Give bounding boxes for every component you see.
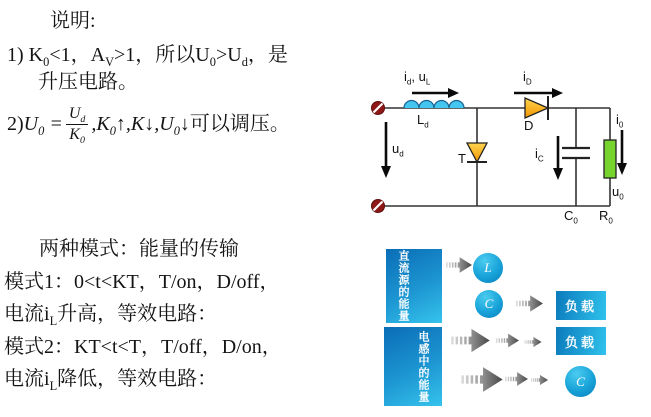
- mode2-line2: 电流$i_L$降低，等效电路：: [4, 368, 218, 393]
- resistor-label: $R_0$: [599, 208, 613, 226]
- capacitor-label: $C_0$: [564, 208, 578, 226]
- item1-number: 1): [7, 44, 29, 66]
- formula-lhs: $U_0$ =: [23, 112, 63, 138]
- output-current-label: $i_0$: [616, 112, 624, 130]
- capacitor-current-label: $i_C$: [535, 146, 544, 164]
- fraction-numerator: $U_d$: [66, 105, 89, 124]
- resistor-icon: [604, 140, 616, 178]
- load-label-1: 负载: [564, 299, 597, 314]
- capacitor-node-circle-2: [565, 366, 596, 397]
- formula-fraction: [66, 105, 89, 146]
- flow-arrow-icon: [451, 327, 490, 354]
- diode-icon: [525, 98, 548, 118]
- explanation-block: [7, 8, 373, 150]
- capacitor-node-label-1: C: [484, 296, 494, 311]
- inductor-icon: [404, 101, 464, 109]
- flow-arrow-icon: [516, 294, 543, 313]
- flow-arrow-icon: [496, 332, 519, 349]
- mode2-line: 模式2：KT<t<T，T/off，D/on，: [4, 335, 282, 358]
- item2-tail: 可以调压。: [189, 112, 290, 135]
- load-box-1: [556, 291, 606, 320]
- inductor-current-label: $i_d$, $u_L$: [404, 69, 431, 87]
- formula-rhs: $,K_0↑,K↓,U_0↓$: [91, 112, 190, 138]
- thyristor-icon: [467, 143, 487, 162]
- inductor-label: $L_d$: [417, 112, 429, 130]
- input-terminal-bottom-icon: [372, 200, 385, 213]
- item1-text: $K_0<1$，$A_V>1$，所以$U_0>U_d$，是: [28, 44, 288, 69]
- capacitor-node-circle-1: [475, 290, 503, 318]
- flow-arrow-icon: [461, 365, 503, 394]
- input-terminal-top-icon: [372, 102, 385, 115]
- explanation-heading: 说明:: [50, 10, 96, 32]
- diode-label: D: [524, 118, 534, 133]
- explanation-item-1-cont: 升压电路。: [38, 71, 138, 93]
- explanation-item-2: [7, 98, 373, 150]
- load-label-2: 负载: [564, 334, 597, 350]
- item2-number: 2): [7, 112, 24, 135]
- diode-current-label: $i_D$: [523, 69, 532, 87]
- flow-arrow-icon: [531, 374, 548, 386]
- modes-heading: 两种模式：能量的传输: [39, 238, 239, 260]
- inductor-node-label: L: [484, 260, 492, 275]
- input-voltage-label: $u_d$: [392, 141, 404, 159]
- modes-block: [4, 233, 376, 396]
- mode1-line: 模式1：0<t<KT，T/on，D/off，: [4, 270, 280, 293]
- energy-inductor-label: 电感中的能量: [417, 330, 429, 403]
- flow-arrow-icon: [505, 371, 528, 387]
- output-voltage-label: $u_0$: [612, 184, 624, 202]
- flow-arrow-icon: [446, 255, 472, 275]
- energy-source-box: [386, 249, 442, 323]
- mode1-line2: 电流$i_L$升高，等效电路：: [4, 303, 218, 328]
- capacitor-node-label-2: C: [576, 373, 585, 389]
- load-box-2: [556, 327, 606, 355]
- capacitor-icon: [562, 148, 590, 158]
- inductor-node-circle: [473, 253, 503, 283]
- energy-inductor-box: [384, 327, 442, 406]
- fraction-denominator: $K_0$: [69, 125, 85, 146]
- flow-arrow-icon: [524, 336, 542, 348]
- explanation-item-1: [7, 42, 373, 69]
- energy-source-label: 直流源的能量: [397, 250, 409, 322]
- thyristor-label: T: [458, 151, 466, 166]
